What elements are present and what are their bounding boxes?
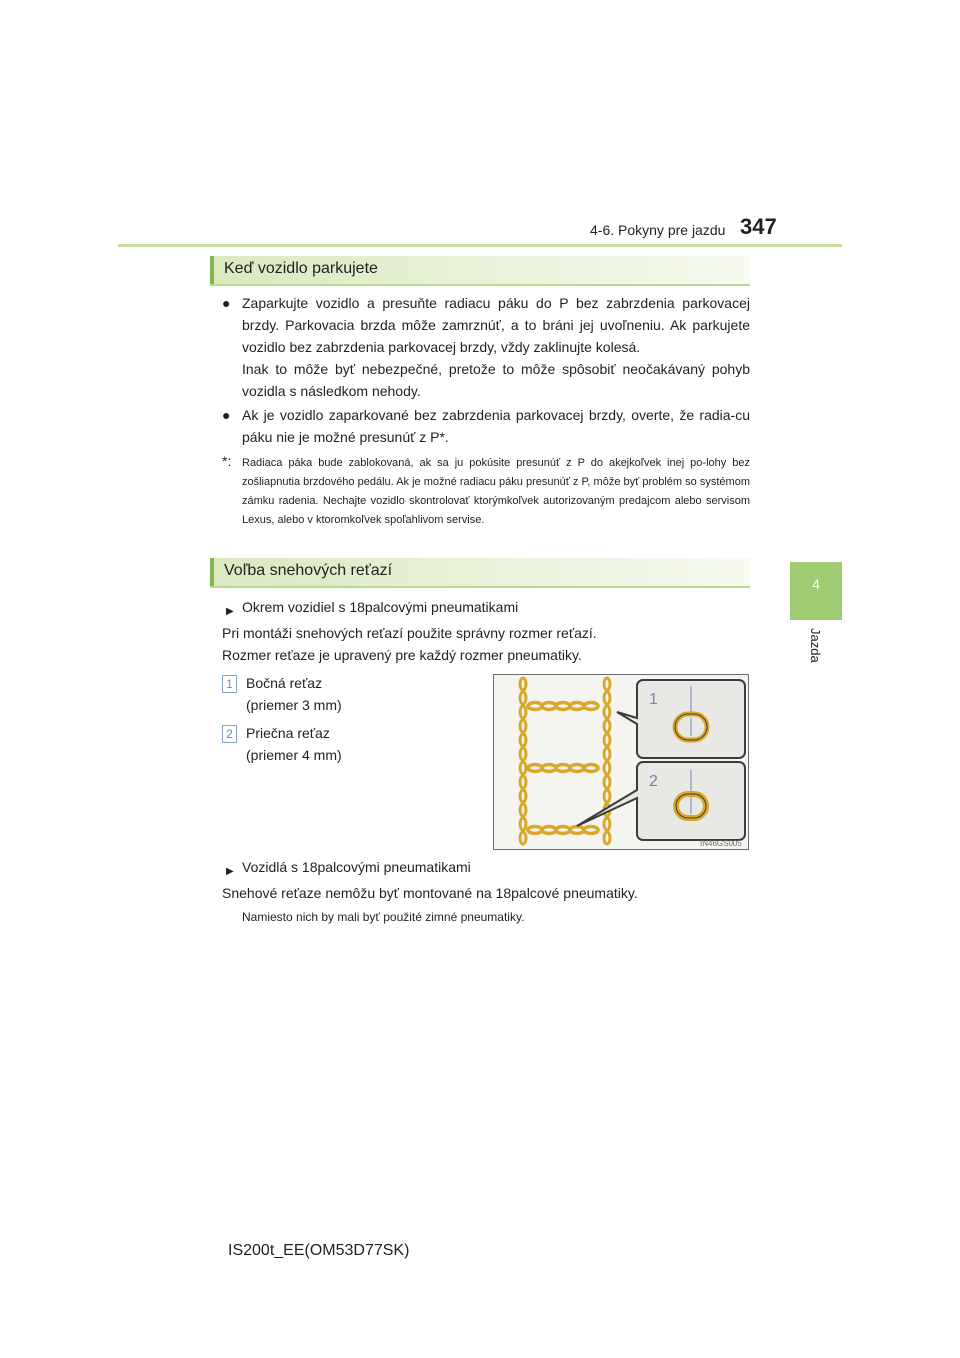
paragraph <box>222 622 750 666</box>
subheading <box>226 856 746 878</box>
figure-callout-label: 2 <box>649 773 658 790</box>
subheading <box>226 596 746 618</box>
header-divider <box>118 244 842 247</box>
paragraph-line: Rozmer reťaze je upravený pre každý rozmer pneumatiky. <box>222 647 582 663</box>
section-stripe <box>210 558 214 586</box>
triangle-icon: ▶ <box>226 866 234 877</box>
legend-item <box>222 672 472 716</box>
document-id: IS200t_EE(OM53D77SK) <box>228 1242 410 1259</box>
footnote-text: Radiaca páka bude zablokovaná, ak sa ju pokúsite presunúť z P do akejkoľvek inej po-lohy bez zošliapnutia brzdového pedálu. Ak je možné radiacu páku presunúť z P, môže byť problém so systémom zámku radenia. Nechajte vozidlo skontrolovať ktorýmkoľvek autorizovaným predajcom alebo servisom Lexus, alebo v ktoromkoľvek spoľahlivom servise. <box>242 457 750 526</box>
legend-label: Bočná reťaz <box>246 675 323 691</box>
subheading-text: Vozidlá s 18palcovými pneumatikami <box>242 859 471 875</box>
section-heading-parking <box>210 256 750 286</box>
bullet-text: Ak je vozidlo zaparkované bez zabrzdenia parkovacej brzdy, overte, že radia-cu páku nie je možné presunúť z P*. <box>242 407 750 445</box>
note-text: Namiesto nich by mali byť použité zimné pneumatiky. <box>242 910 525 924</box>
section-title: Voľba snehových reťazí <box>224 562 393 579</box>
section-stripe <box>210 256 214 284</box>
bullet-item <box>222 292 750 402</box>
snow-chain-illustration <box>493 674 749 850</box>
legend-detail: (priemer 4 mm) <box>246 747 342 763</box>
paragraph-line: Pri montáži snehových reťazí použite správny rozmer reťazí. <box>222 625 597 641</box>
figure-callout-label: 1 <box>649 691 658 708</box>
figure-code: IN46GS005 <box>700 839 742 848</box>
subheading-text: Okrem vozidiel s 18palcovými pneumatikami <box>242 599 519 615</box>
bullet-text: Zaparkujte vozidlo a presuňte radiacu páku do P bez zabrzdenia parkovacej brzdy. Parkovacia brzda môže zamrznúť, a to bráni jej uvoľneniu. Ak parkujete vozidlo bez zabrzdenia parkovacej brzdy, vždy zaklinujte kolesá. <box>242 295 750 355</box>
footnote-marker: *: <box>222 453 232 469</box>
triangle-icon: ▶ <box>226 606 234 617</box>
footnote <box>222 454 750 530</box>
bullet-icon: ● <box>222 295 231 311</box>
paragraph: Snehové reťaze nemôžu byť montované na 18palcové pneumatiky. <box>222 885 638 901</box>
page-number: 347 <box>740 214 777 239</box>
section-heading-snow-chains <box>210 558 750 588</box>
bullet-extra-text: Inak to môže byť nebezpečné, pretože to môže spôsobiť neočakávaný pohyb vozidla s následkom nehody. <box>242 361 750 399</box>
bullet-item <box>222 404 750 448</box>
legend-detail: (priemer 3 mm) <box>246 697 342 713</box>
legend-item <box>222 722 472 766</box>
bullet-icon: ● <box>222 407 231 423</box>
chapter-label: Jazda <box>808 628 823 663</box>
section-title: Keď vozidlo parkujete <box>224 260 378 277</box>
header-section-title: 4-6. Pokyny pre jazdu <box>590 222 726 238</box>
legend-label: Priečna reťaz <box>246 725 330 741</box>
chapter-number: 4 <box>812 576 820 592</box>
callout-number: 2 <box>222 725 237 743</box>
callout-number: 1 <box>222 675 237 693</box>
